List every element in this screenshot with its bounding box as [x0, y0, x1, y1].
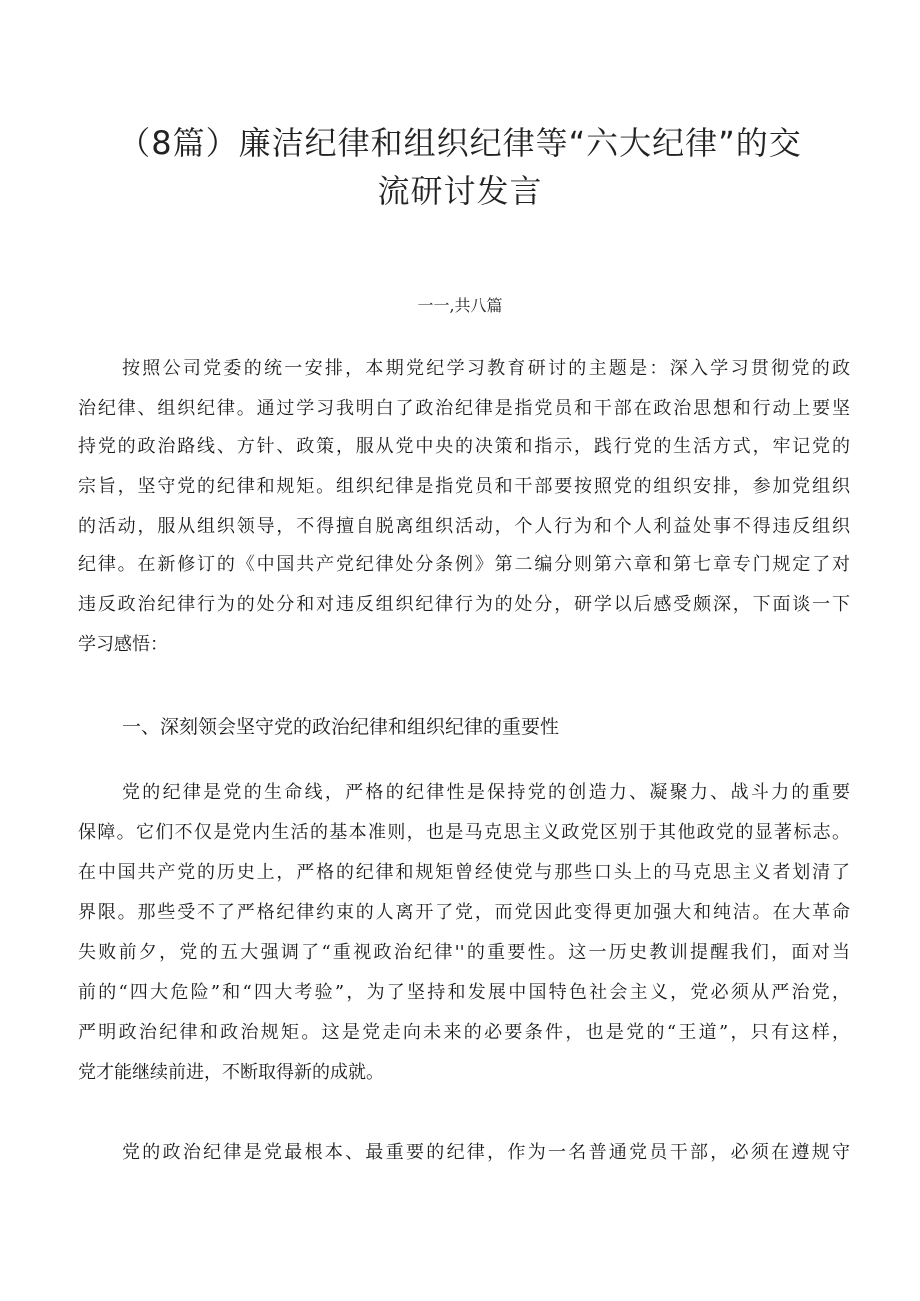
document-subtitle: 一一,共八篇 [417, 296, 503, 315]
paragraph-3-line: 党的政治纪律是党最根本、最重要的纪律，作为一名普通党员干部，必须在遵规守 [122, 1142, 850, 1163]
paragraph-2-line: 保障。它们不仅是党内生活的基本准则，也是马克思主义政党区别于其他政党的显著标志。 [78, 822, 850, 843]
paragraph-1-line: 纪律。在新修订的《中国共产党纪律处分条例》第二编分则第六章和第七章专门规定了对 [78, 554, 850, 575]
paragraph-2-line: 党才能继续前进，不断取得新的成就。 [78, 1062, 384, 1083]
section-heading: 一、深刻领会坚守党的政治纪律和组织纪律的重要性 [122, 716, 560, 738]
document-title-line-1: （8篇）廉洁纪律和组织纪律等“六大纪律”的交 [118, 124, 802, 162]
paragraph-1-line: 学习感悟： [78, 634, 168, 655]
paragraph-2-line: 严明政治纪律和政治规矩。这是党走向未来的必要条件，也是党的“王道”，只有这样， [78, 1022, 850, 1043]
paragraph-1-line: 按照公司党委的统一安排，本期党纪学习教育研讨的主题是：深入学习贯彻党的政 [122, 358, 850, 379]
paragraph-1-line: 持党的政治路线、方针、政策，服从党中央的决策和指示，践行党的生活方式，牢记党的 [78, 436, 850, 457]
paragraph-2-line: 失败前夕，党的五大强调了“重视政治纪律''的重要性。这一历史教训提醒我们，面对当 [78, 942, 850, 963]
paragraph-1-line: 宗旨，坚守党的纪律和规矩。组织纪律是指党员和干部要按照党的组织安排，参加党组织 [78, 476, 850, 497]
paragraph-1-line: 的活动，服从组织领导，不得擅自脱离组织活动，个人行为和个人利益处事不得违反组织 [78, 516, 850, 537]
paragraph-2-line: 党的纪律是党的生命线，严格的纪律性是保持党的创造力、凝聚力、战斗力的重要 [122, 782, 850, 803]
paragraph-2-line: 界限。那些受不了严格纪律约束的人离开了党，而党因此变得更加强大和纯洁。在大革命 [78, 902, 850, 923]
paragraph-2-line: 在中国共产党的历史上，严格的纪律和规矩曾经使党与那些口头上的马克思主义者划清了 [78, 862, 850, 883]
paragraph-1-line: 违反政治纪律行为的处分和对违反组织纪律行为的处分，研学以后感受颇深，下面谈一下 [78, 594, 850, 615]
document-title-line-2: 流研讨发言 [377, 172, 543, 210]
paragraph-2-line: 前的“四大危险”和“四大考验”，为了坚持和发展中国特色社会主义，党必须从严治党， [78, 982, 850, 1003]
paragraph-1-line: 治纪律、组织纪律。通过学习我明白了政治纪律是指党员和干部在政治思想和行动上要坚 [78, 398, 850, 419]
